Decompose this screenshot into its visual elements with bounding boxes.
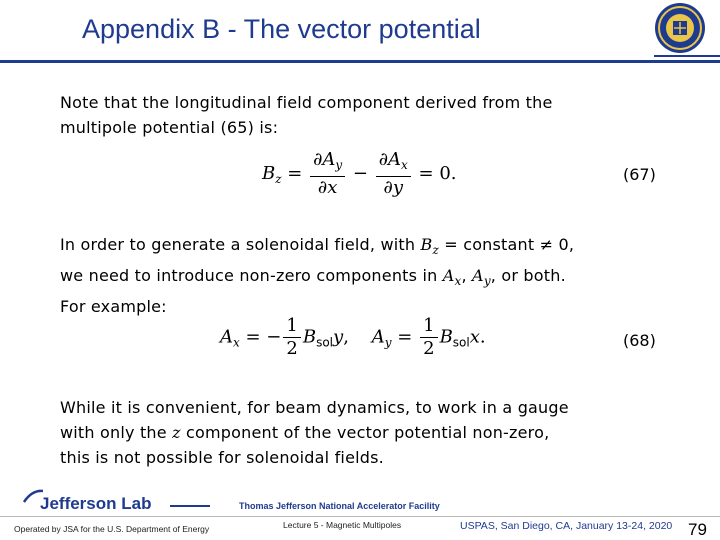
paragraph-3-line-3: this is not possible for solenoidal fields. [60, 448, 384, 467]
paragraph-2-line-3: For example: [60, 297, 167, 316]
slide-title: Appendix B - The vector potential [82, 14, 481, 44]
university-seal-icon [654, 2, 706, 54]
paragraph-3-line-2: with only the z component of the vector potential non-zero, [60, 423, 550, 442]
lecture-title: Lecture 5 - Magnetic Multipoles [283, 520, 402, 530]
paragraph-1-line-2: multipole potential (65) is: [60, 118, 279, 137]
operated-by-text: Operated by JSA for the U.S. Department of Energy [14, 524, 210, 534]
equation-68: $A_x$ = − $\frac{1}{2}$ $B_{sol}y$, $A_y$ = $\frac{1}{2}$ $B_{sol}x$. [220, 315, 486, 359]
paragraph-2 [60, 232, 574, 319]
title-divider-accent [654, 55, 720, 57]
facility-name: Thomas Jefferson National Accelerator Facility [239, 501, 440, 511]
equation-67: $B_z$ = $\frac{\partial A_y}{\partial x}$ − $\frac{\partial A_x}{\partial y}$ = 0. [262, 149, 457, 198]
paragraph-2-line-1: In order to generate a solenoidal field, with $B_z$ = constant ≠ 0, [60, 235, 575, 257]
conference-info: USPAS, San Diego, CA, January 13-24, 2020 [460, 520, 673, 532]
equation-68-number: (68) [623, 331, 656, 350]
page-number: 79 [688, 520, 707, 539]
title-divider [0, 60, 720, 63]
footer-divider [0, 516, 720, 517]
paragraph-1-line-1: Note that the longitudinal field component derived from the [60, 93, 553, 112]
jefferson-lab-logo: Jefferson Lab [40, 494, 152, 513]
paragraph-3-line-1: While it is convenient, for beam dynamics, to work in a gauge [60, 398, 569, 417]
logo-underline [170, 505, 210, 507]
equation-67-number: (67) [623, 165, 656, 184]
paragraph-2-line-2: we need to introduce non-zero components in $A_x$, $A_y$, or both. [60, 266, 566, 288]
paragraph-1 [60, 90, 553, 140]
paragraph-3 [60, 395, 569, 470]
